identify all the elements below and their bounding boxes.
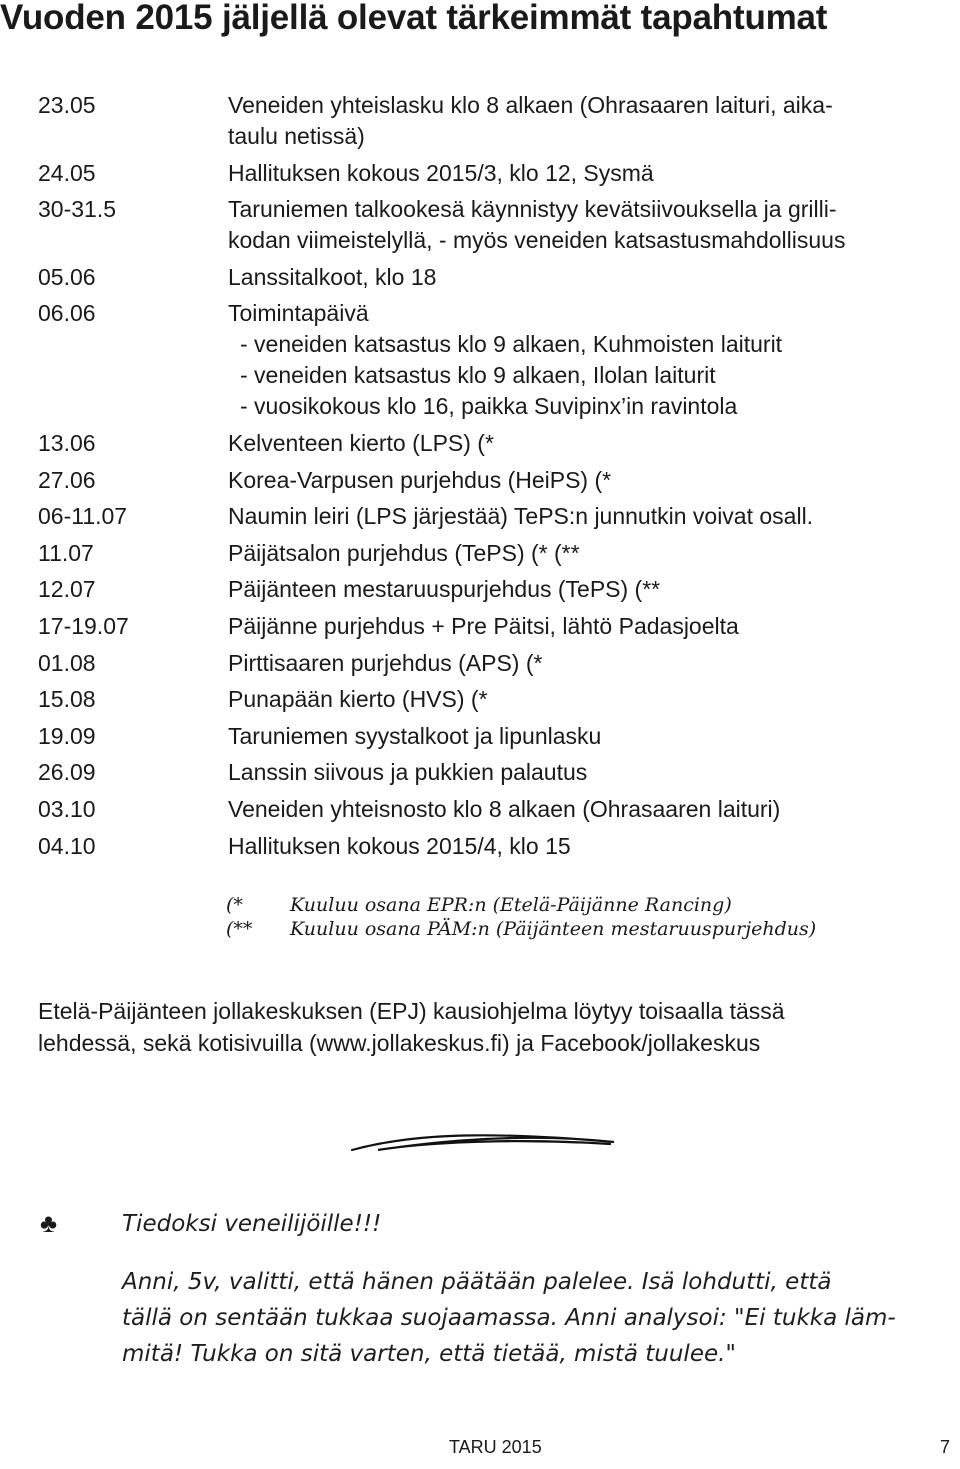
event-line: Korea-Varpusen purjehdus (HeiPS) (*: [228, 466, 612, 493]
event-row: [38, 611, 953, 642]
event-text: [228, 298, 953, 422]
event-date: 06.06: [38, 300, 96, 327]
event-date: 23.05: [38, 92, 96, 118]
tip-line: mitä! Tukka on sitä varten, että tietää, mistä tuulee.": [122, 1341, 737, 1367]
footnote-text: Kuuluu osana PÄM:n (Päijänteen mestaruuspurjehdus): [290, 918, 817, 940]
event-subitem: - vuosikokous klo 16, paikka Suvipinx’in ravintola: [240, 393, 738, 420]
event-line: Kelventeen kierto (LPS) (*: [228, 429, 494, 456]
event-date: 27.06: [38, 466, 96, 493]
event-row: [38, 298, 953, 422]
event-date: 03.10: [38, 795, 96, 822]
event-text: [228, 648, 953, 679]
event-line: Naumin leiri (LPS järjestää) TePS:n junnutkin voivat osall.: [228, 503, 814, 530]
event-date: 04.10: [38, 832, 96, 859]
event-line: Taruniemen talkookesä käynnistyy kevätsiivouksella ja grilli-: [228, 196, 837, 223]
event-date: 26.09: [38, 759, 96, 786]
event-date: 11.07: [38, 539, 94, 566]
event-subitem: - veneiden katsastus klo 9 alkaen, Kuhmoisten laiturit: [240, 331, 783, 358]
tip-body: [122, 1264, 896, 1372]
footnote-mark: (**: [226, 918, 253, 940]
event-date: 12.07: [38, 576, 96, 603]
event-text: [228, 794, 953, 825]
event-date: 05.06: [38, 263, 96, 290]
tip-box: [122, 1206, 896, 1372]
footnote: [226, 917, 816, 941]
event-line: Lanssitalkoot, klo 18: [228, 263, 437, 290]
footnote: [226, 893, 816, 917]
event-text: [228, 90, 953, 152]
event-line: kodan viimeistelyllä, - myös veneiden katsastusmahdollisuus: [228, 227, 846, 254]
page-title: Vuoden 2015 jäljellä olevat tärkeimmät tapahtumat: [0, 0, 828, 37]
divider-swirl-icon: [348, 1128, 618, 1158]
event-list: [38, 90, 953, 867]
event-text: [228, 428, 953, 459]
event-date: 13.06: [38, 429, 96, 456]
event-date: 17-19.07: [38, 612, 129, 639]
event-row: [38, 194, 953, 256]
event-subitem: - veneiden katsastus klo 9 alkaen, Ilolan laiturit: [240, 362, 716, 389]
event-line: Hallituksen kokous 2015/4, klo 15: [228, 832, 571, 859]
event-date: 30-31.5: [38, 196, 117, 223]
event-row: [38, 262, 953, 293]
event-row: [38, 684, 953, 715]
event-text: [228, 501, 953, 532]
footnote-mark: (*: [226, 894, 243, 916]
event-text: [228, 574, 953, 605]
event-date: 24.05: [38, 159, 96, 186]
event-line: Taruniemen syystalkoot ja lipunlasku: [228, 722, 602, 749]
event-row: [38, 501, 953, 532]
event-line: Pirttisaaren purjehdus (APS) (*: [228, 649, 543, 676]
event-line: Hallituksen kokous 2015/3, klo 12, Sysmä: [228, 159, 654, 186]
event-text: [228, 262, 953, 293]
event-text: [228, 721, 953, 752]
event-row: [38, 158, 953, 189]
event-text: [228, 465, 953, 496]
event-text: [228, 684, 953, 715]
event-date: 06-11.07: [38, 503, 128, 530]
event-date: 15.08: [38, 686, 96, 713]
event-text: [228, 194, 953, 256]
event-line: Toimintapäivä: [228, 300, 369, 327]
event-text: [228, 757, 953, 788]
event-text: [228, 611, 953, 642]
event-row: [38, 794, 953, 825]
event-row: [38, 428, 953, 459]
event-text: [228, 831, 953, 862]
event-line: Veneiden yhteisnosto klo 8 alkaen (Ohrasaaren laituri): [228, 795, 781, 822]
footer-publication: TARU 2015: [449, 1437, 542, 1457]
event-line: Punapään kierto (HVS) (*: [228, 686, 488, 713]
event-row: [38, 574, 953, 605]
event-line: Päijänne purjehdus + Pre Päitsi, lähtö Padasjoelta: [228, 612, 739, 639]
event-date: 01.08: [38, 649, 96, 676]
event-line: Veneiden yhteislasku klo 8 alkaen (Ohrasaaren laituri, aika-: [228, 92, 833, 118]
footnotes: [226, 893, 816, 941]
event-row: [38, 538, 953, 569]
event-line: taulu netissä): [228, 123, 365, 149]
event-date: 19.09: [38, 722, 96, 749]
tip-line: tällä on sentään tukkaa suojaamassa. Anni analysoi: "Ei tukka läm-: [122, 1305, 896, 1331]
event-row: [38, 648, 953, 679]
tip-line: Anni, 5v, valitti, että hänen päätään palelee. Isä lohdutti, että: [122, 1269, 832, 1295]
info-paragraph: [38, 995, 938, 1059]
paragraph-line: lehdessä, sekä kotisivuilla (www.jollakeskus.fi) ja Facebook/jollakeskus: [38, 1030, 761, 1056]
page-number: 7: [940, 1437, 951, 1457]
paragraph-line: Etelä-Päijänteen jollakeskuksen (EPJ) kausiohjelma löytyy toisaalla tässä: [38, 998, 785, 1024]
event-row: [38, 90, 953, 152]
event-row: [38, 831, 953, 862]
event-line: Päijänteen mestaruuspurjehdus (TePS) (**: [228, 576, 661, 603]
club-suit-icon: ♣: [40, 1208, 58, 1238]
event-text: [228, 538, 953, 569]
event-text: [228, 158, 953, 189]
event-line: Päijätsalon purjehdus (TePS) (* (**: [228, 539, 580, 566]
event-row: [38, 721, 953, 752]
footnote-text: Kuuluu osana EPR:n (Etelä-Päijänne Rancing): [290, 894, 732, 916]
event-row: [38, 757, 953, 788]
event-line: Lanssin siivous ja pukkien palautus: [228, 759, 588, 786]
tip-heading: Tiedoksi veneilijöille!!!: [122, 1211, 382, 1237]
event-row: [38, 465, 953, 496]
